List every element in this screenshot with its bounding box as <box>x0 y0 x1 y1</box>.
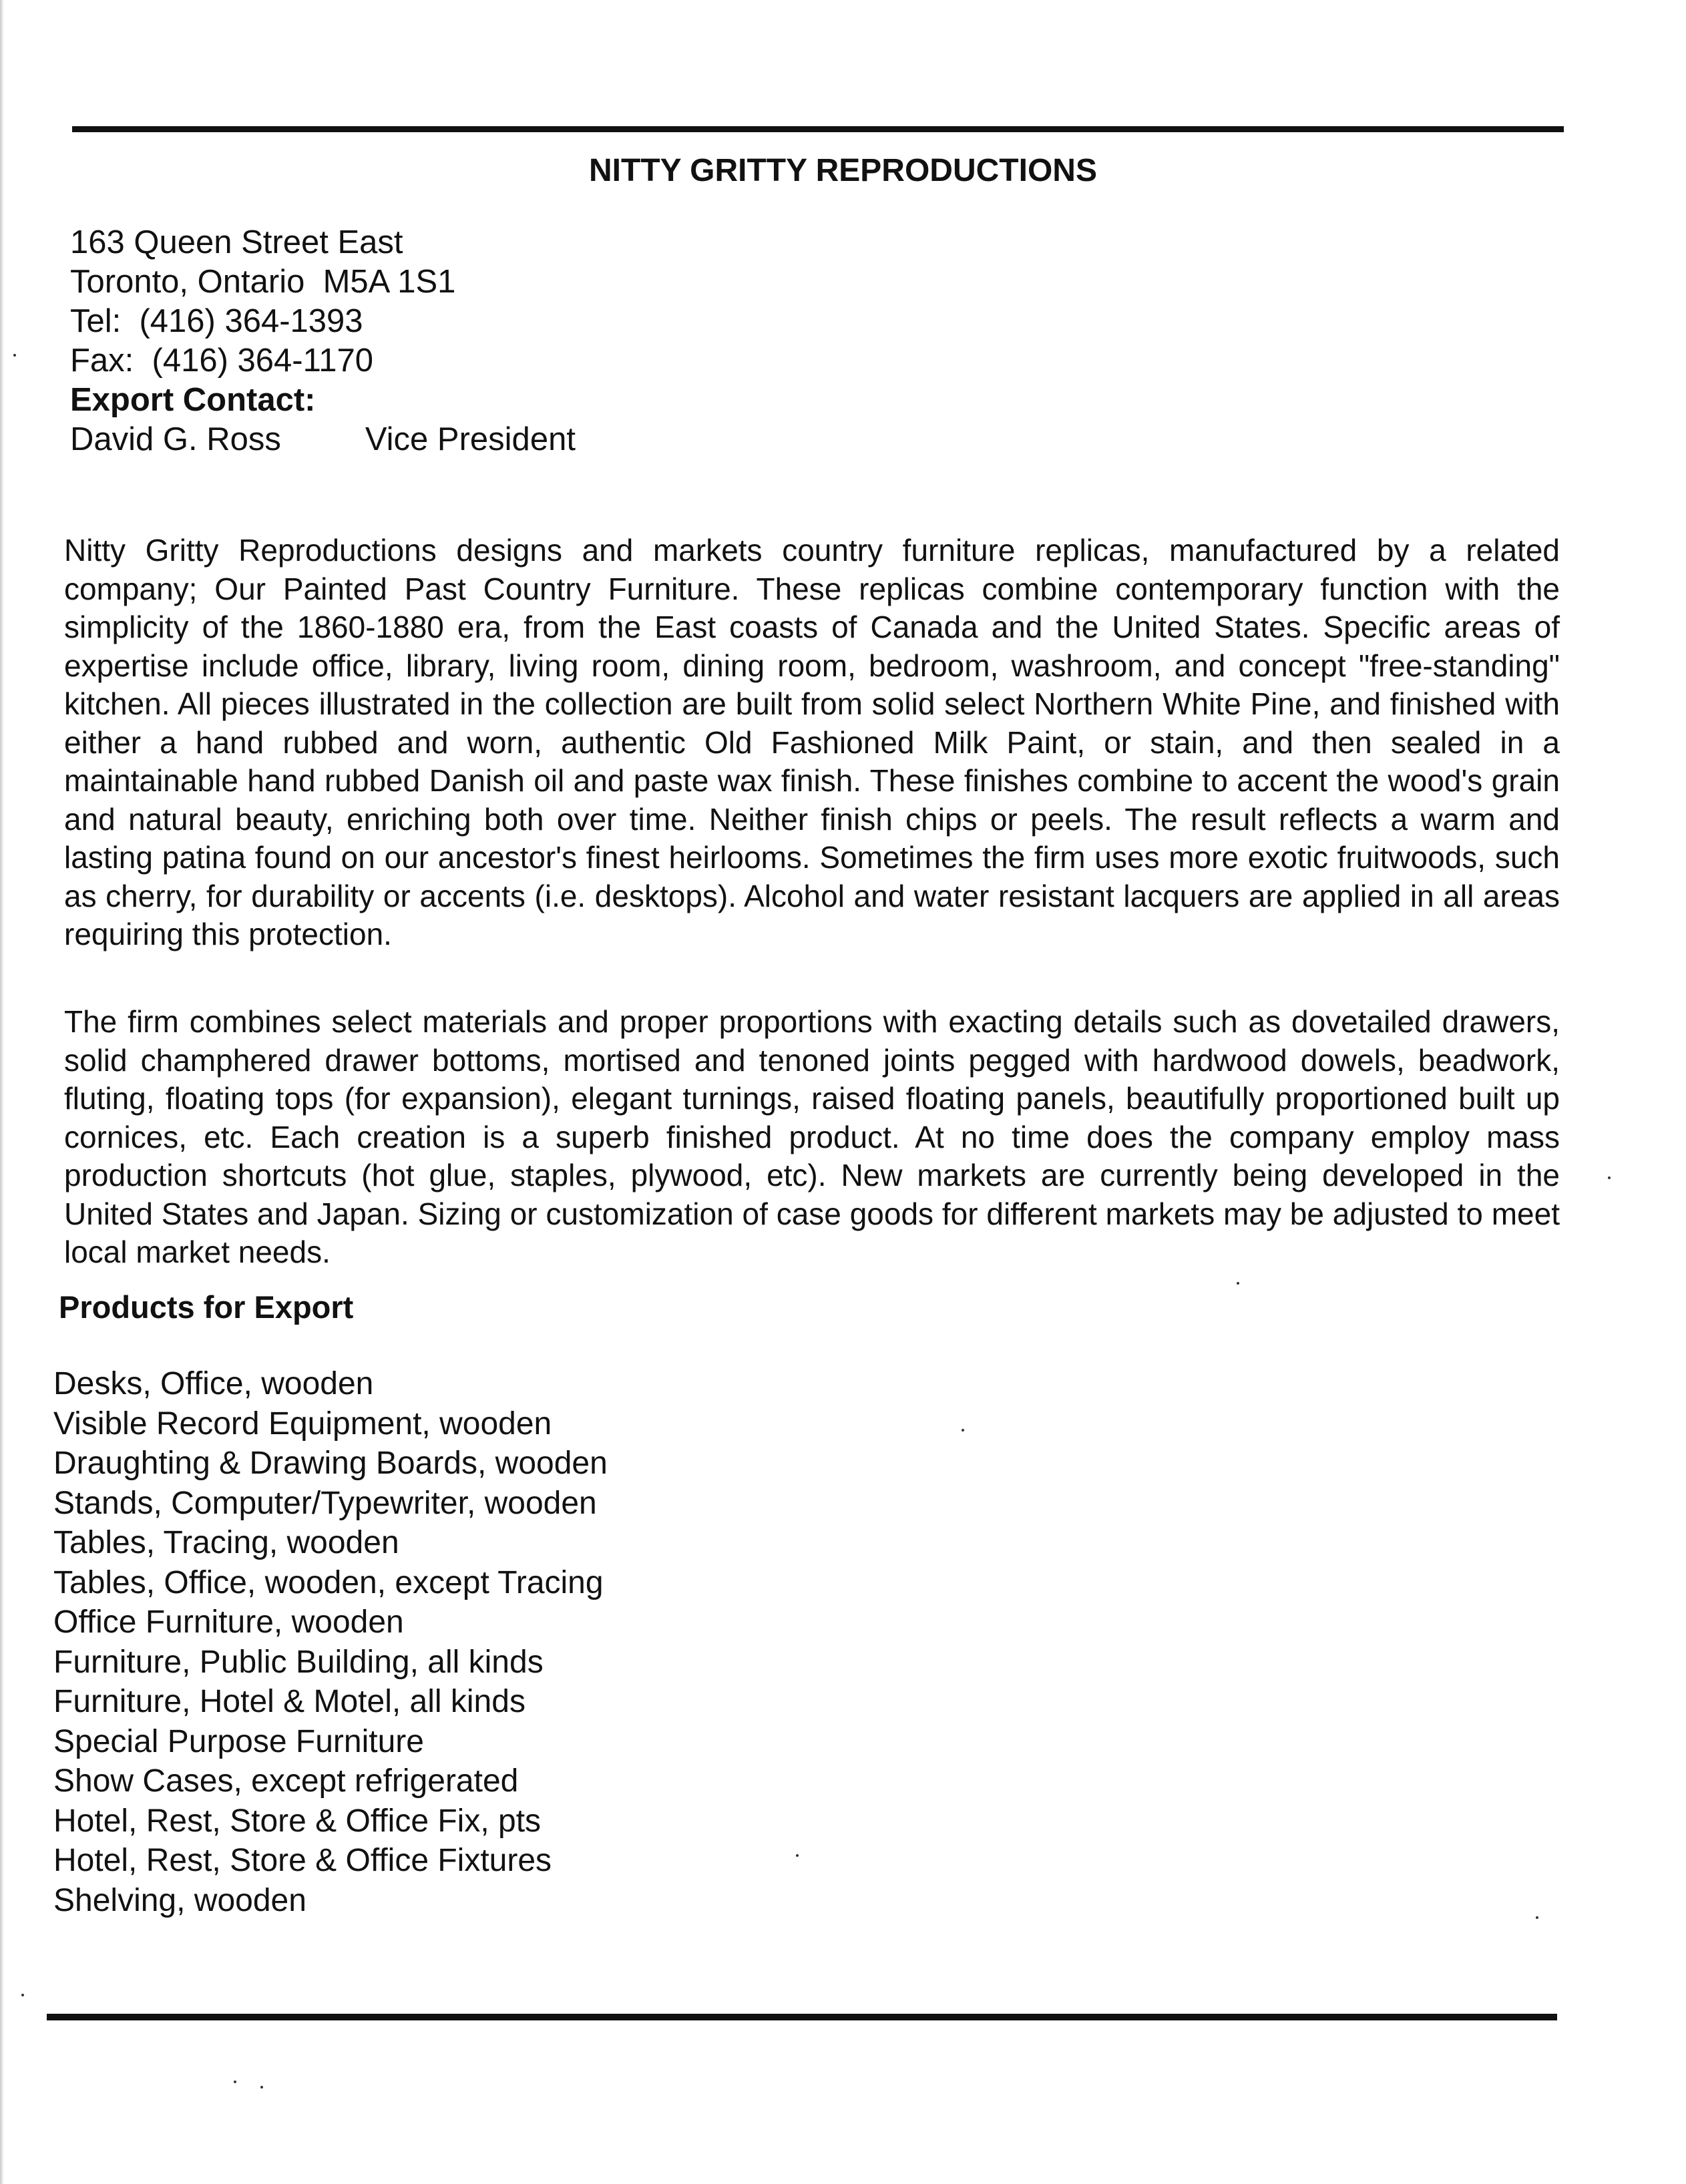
company-description-paragraph: Nitty Gritty Reproductions designs and markets country furniture replicas, manufactured by a related company; Our Painted Past Country Furniture. These replicas combine contemporary function with the simplicity of the 1860-1880 era, from the East coasts of Canada and the United States. Specific areas of expertise include office, library, living room, dining room, bedroom, washroom, and concept "free-standing" kitchen. All pieces illustrated in the collection are built from solid select Northern White Pine, and finished with either a hand rubbed and worn, authentic Old Fashioned Milk Paint, or stain, and then sealed in a maintainable hand rubbed Danish oil and paste wax finish. These finishes combine to accent the wood's grain and natural beauty, enriching both over time. Neither finish chips or peels. The result reflects a warm and lasting patina found on our ancestor's finest heirlooms. Sometimes the firm uses more exotic fruitwoods, such as cherry, for durability or accents (i.e. desktops). Alcohol and water resistant lacquers are applied in all areas requiring this protection. <box>64 533 1560 951</box>
fax-number: Fax: (416) 364-1170 <box>70 343 373 379</box>
product-item: Hotel, Rest, Store & Office Fix, pts <box>53 1803 542 1839</box>
product-item: Furniture, Hotel & Motel, all kinds <box>53 1684 525 1719</box>
product-item: Furniture, Public Building, all kinds <box>53 1644 544 1680</box>
product-item: Tables, Office, wooden, except Tracing <box>53 1564 604 1600</box>
top-horizontal-rule <box>72 126 1564 132</box>
address-line-1: 163 Queen Street East <box>70 224 403 260</box>
product-item: Special Purpose Furniture <box>53 1723 424 1759</box>
address-line-2: Toronto, Ontario M5A 1S1 <box>70 264 456 300</box>
contact-title: Vice President <box>365 421 576 457</box>
telephone-number: Tel: (416) 364-1393 <box>70 303 363 339</box>
product-item: Desks, Office, wooden <box>53 1366 374 1401</box>
scan-speck <box>21 1994 24 1996</box>
product-item: Visible Record Equipment, wooden <box>53 1405 552 1442</box>
product-item: Tables, Tracing, wooden <box>53 1525 399 1560</box>
product-item: Show Cases, except refrigerated <box>53 1763 519 1799</box>
scan-speck <box>1608 1176 1611 1179</box>
scan-speck <box>796 1854 799 1857</box>
scan-speck <box>1536 1916 1538 1919</box>
contact-person-row <box>70 420 576 459</box>
product-list <box>53 1364 608 1920</box>
contact-block <box>70 223 576 459</box>
product-item: Shelving, wooden <box>53 1882 306 1918</box>
product-item: Hotel, Rest, Store & Office Fixtures <box>53 1843 552 1878</box>
scan-speck <box>962 1429 964 1432</box>
export-contact-label: Export Contact: <box>70 382 316 418</box>
scan-speck <box>1237 1282 1239 1285</box>
product-item: Office Furniture, wooden <box>53 1604 404 1640</box>
products-heading: Products for Export <box>59 1289 354 1325</box>
product-item: Draughting & Drawing Boards, wooden <box>53 1446 608 1481</box>
scan-speck <box>234 2081 236 2083</box>
product-item: Stands, Computer/Typewriter, wooden <box>53 1485 597 1521</box>
scan-speck <box>13 354 16 357</box>
contact-name: David G. Ross <box>70 421 281 457</box>
scan-speck <box>260 2086 263 2089</box>
bottom-horizontal-rule <box>47 2014 1557 2020</box>
company-name-heading: NITTY GRITTY REPRODUCTIONS <box>589 153 1097 188</box>
scan-edge-shadow <box>0 0 4 2184</box>
craftsmanship-paragraph: The firm combines select materials and proper proportions with exacting details such as dovetailed drawers, solid champhered drawer bottoms, mortised and tenoned joints pegged with hardwood dowels, beadwork, fluting, floating tops (for expansion), elegant turnings, raised floating panels, beautifully proportioned built up cornices, etc. Each creation is a superb finished product. At no time does the company employ mass production shortcuts (hot glue, staples, plywood, etc). New markets are currently being developed in the United States and Japan. Sizing or customization of case goods for different markets may be adjusted to meet local market needs. <box>64 1004 1560 1269</box>
